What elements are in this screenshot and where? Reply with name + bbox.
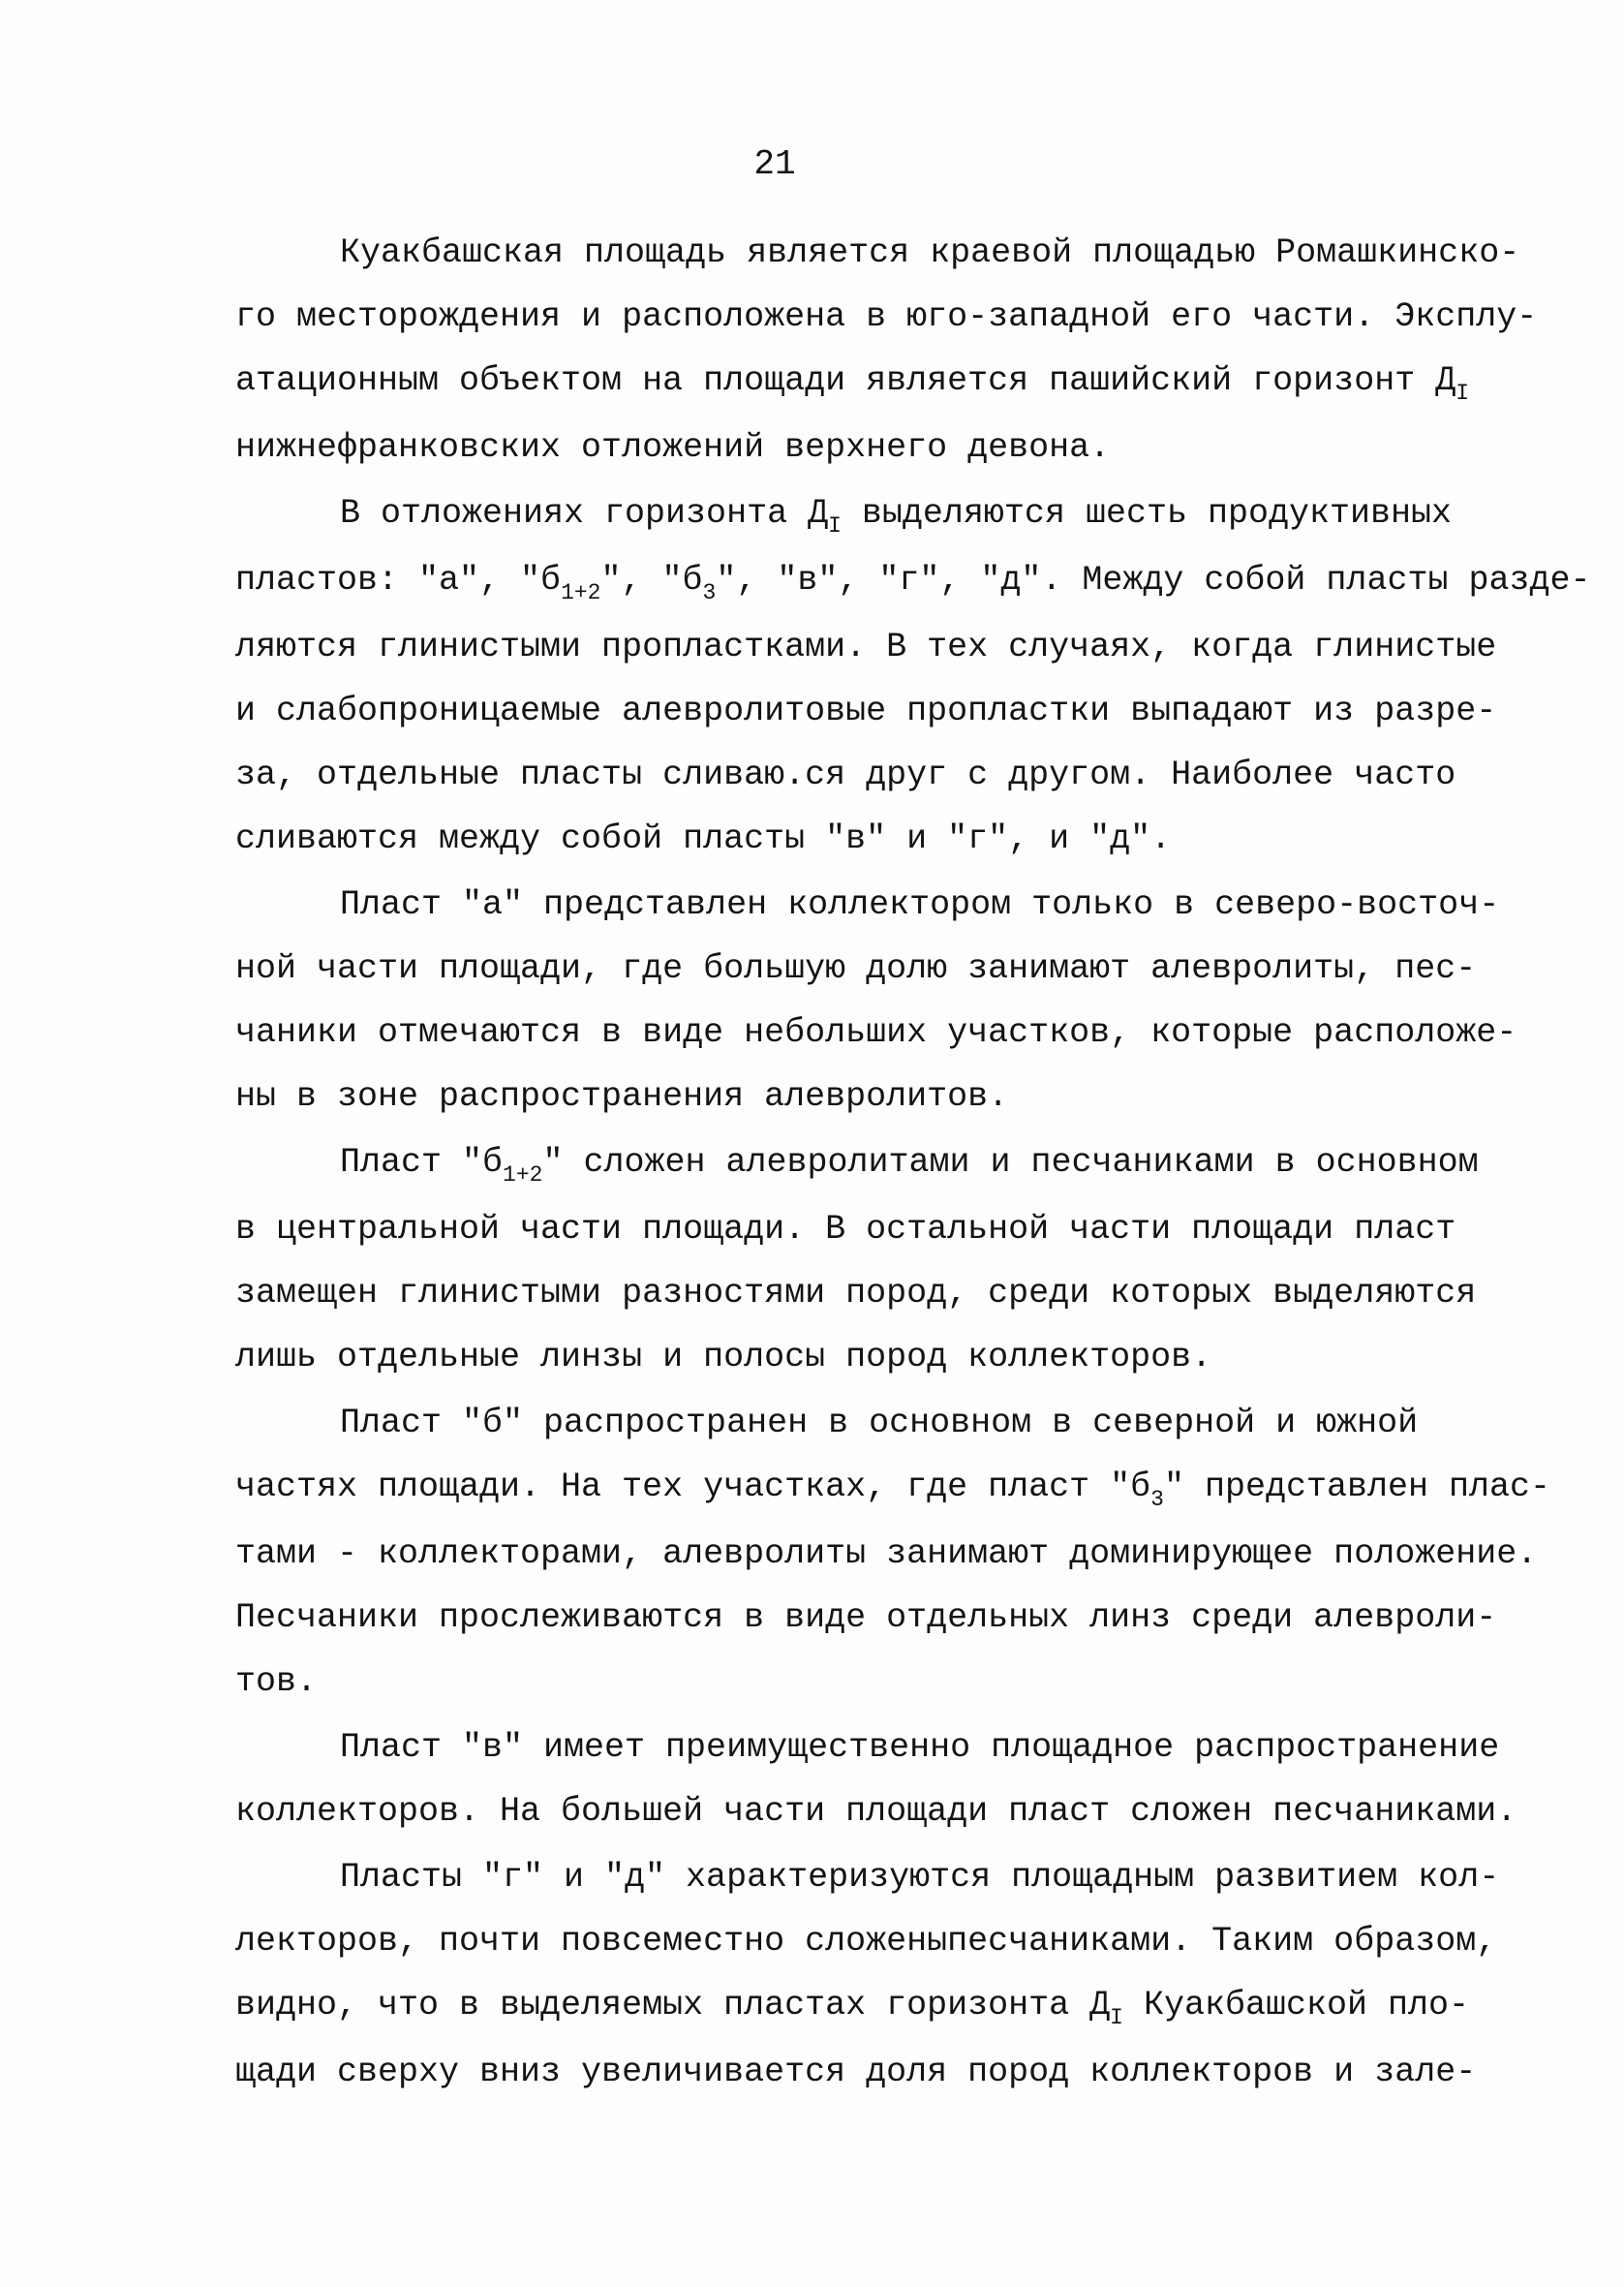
text-line: нижнефранковских отложений верхнего девона. <box>235 428 1111 467</box>
text-line: коллекторов. На большей части площади пласт сложен песчаниками. <box>235 1792 1517 1831</box>
subscript: 1+2 <box>503 1162 543 1188</box>
paragraph-6 <box>235 1715 1517 1843</box>
text-line: ны в зоне распространения алевролитов. <box>235 1077 1009 1116</box>
text-line: Пласты "г" и "д" характеризуются площадным развитием кол- <box>340 1858 1500 1897</box>
text-line: и слабопроницаемые алевролитовые пропластки выпадают из разре- <box>235 692 1497 730</box>
text-line: го месторождения и расположена в юго-западной его части. Эксплу- <box>235 297 1538 336</box>
text-line: Пласт "а" представлен коллектором только в северо-восточ- <box>340 885 1500 924</box>
text-line: чаники отмечаются в виде небольших участков, которые расположе- <box>235 1013 1517 1052</box>
paragraph-1 <box>235 221 1538 479</box>
paragraph-2 <box>235 481 1591 871</box>
text-line: в центральной части площади. В остальной части площади пласт <box>235 1210 1456 1249</box>
text-line: тов. <box>235 1662 318 1701</box>
text-line: тами - коллекторами, алевролиты занимают доминирующее положение. <box>235 1534 1538 1573</box>
text-line: щади сверху вниз увеличивается доля пород коллекторов и зале- <box>235 2053 1477 2091</box>
text-line: лекторов, почти повсеместно сложеныпесчаниками. Таким образом, <box>235 1922 1497 1961</box>
subscript: 1+2 <box>561 580 601 605</box>
text-line: Куакбашская площадь является краевой площадью Ромашкинско- <box>340 233 1520 272</box>
text-line: видно, что в выделяемых пластах горизонта $Д_I$ Куакбашской пло- <box>235 1986 1470 2030</box>
subscript: I <box>828 513 842 539</box>
subscript: I <box>1455 381 1470 406</box>
paragraph-4 <box>235 1130 1479 1389</box>
text-line: Песчаники прослеживаются в виде отдельных линз среди алевроли- <box>235 1598 1497 1637</box>
text-line: пластов: "а", "$б_{1+2}$", "$б_3$", "в", "г", "д". Между собой пласты разде- <box>235 561 1591 605</box>
text-line: ной части площади, где большую долю занимают алевролиты, пес- <box>235 949 1477 988</box>
text-line: лишь отдельные линзы и полосы пород коллекторов. <box>235 1338 1212 1376</box>
text-line: Пласт "$б_{1+2}$" сложен алевролитами и песчаниками в основном <box>340 1143 1479 1188</box>
text-line: ляются глинистыми пропластками. В тех случаях, когда глинистые <box>235 628 1497 666</box>
text-line: за, отдельные пласты сливаю.ся друг с другом. Наиболее часто <box>235 756 1456 794</box>
paragraph-7 <box>235 1845 1500 2104</box>
text-line: Пласт "в" имеет преимущественно площадное распространение <box>340 1728 1500 1767</box>
text-line: В отложениях горизонта $Д_I$ выделяются шесть продуктивных <box>340 494 1453 539</box>
subscript: I <box>1110 2005 1123 2030</box>
text-line: сливаются между собой пласты "в" и "г", и "д". <box>235 819 1172 858</box>
body-text <box>235 221 1591 2106</box>
subscript: 3 <box>702 580 717 605</box>
text-line: атационным объектом на площади является пашийский горизонт $Д_I$ <box>235 361 1470 406</box>
text-line: замещен глинистыми разностями пород, среди которых выделяются <box>235 1274 1477 1313</box>
paragraph-3 <box>235 873 1517 1128</box>
page-number: 21 <box>753 144 796 184</box>
subscript: 3 <box>1150 1487 1164 1512</box>
paragraph-5 <box>235 1391 1551 1714</box>
text-line: частях площади. На тех участках, где пласт "$б_3$" представлен плас- <box>235 1468 1551 1512</box>
text-line: Пласт "б" распространен в основном в северной и южной <box>340 1404 1419 1442</box>
